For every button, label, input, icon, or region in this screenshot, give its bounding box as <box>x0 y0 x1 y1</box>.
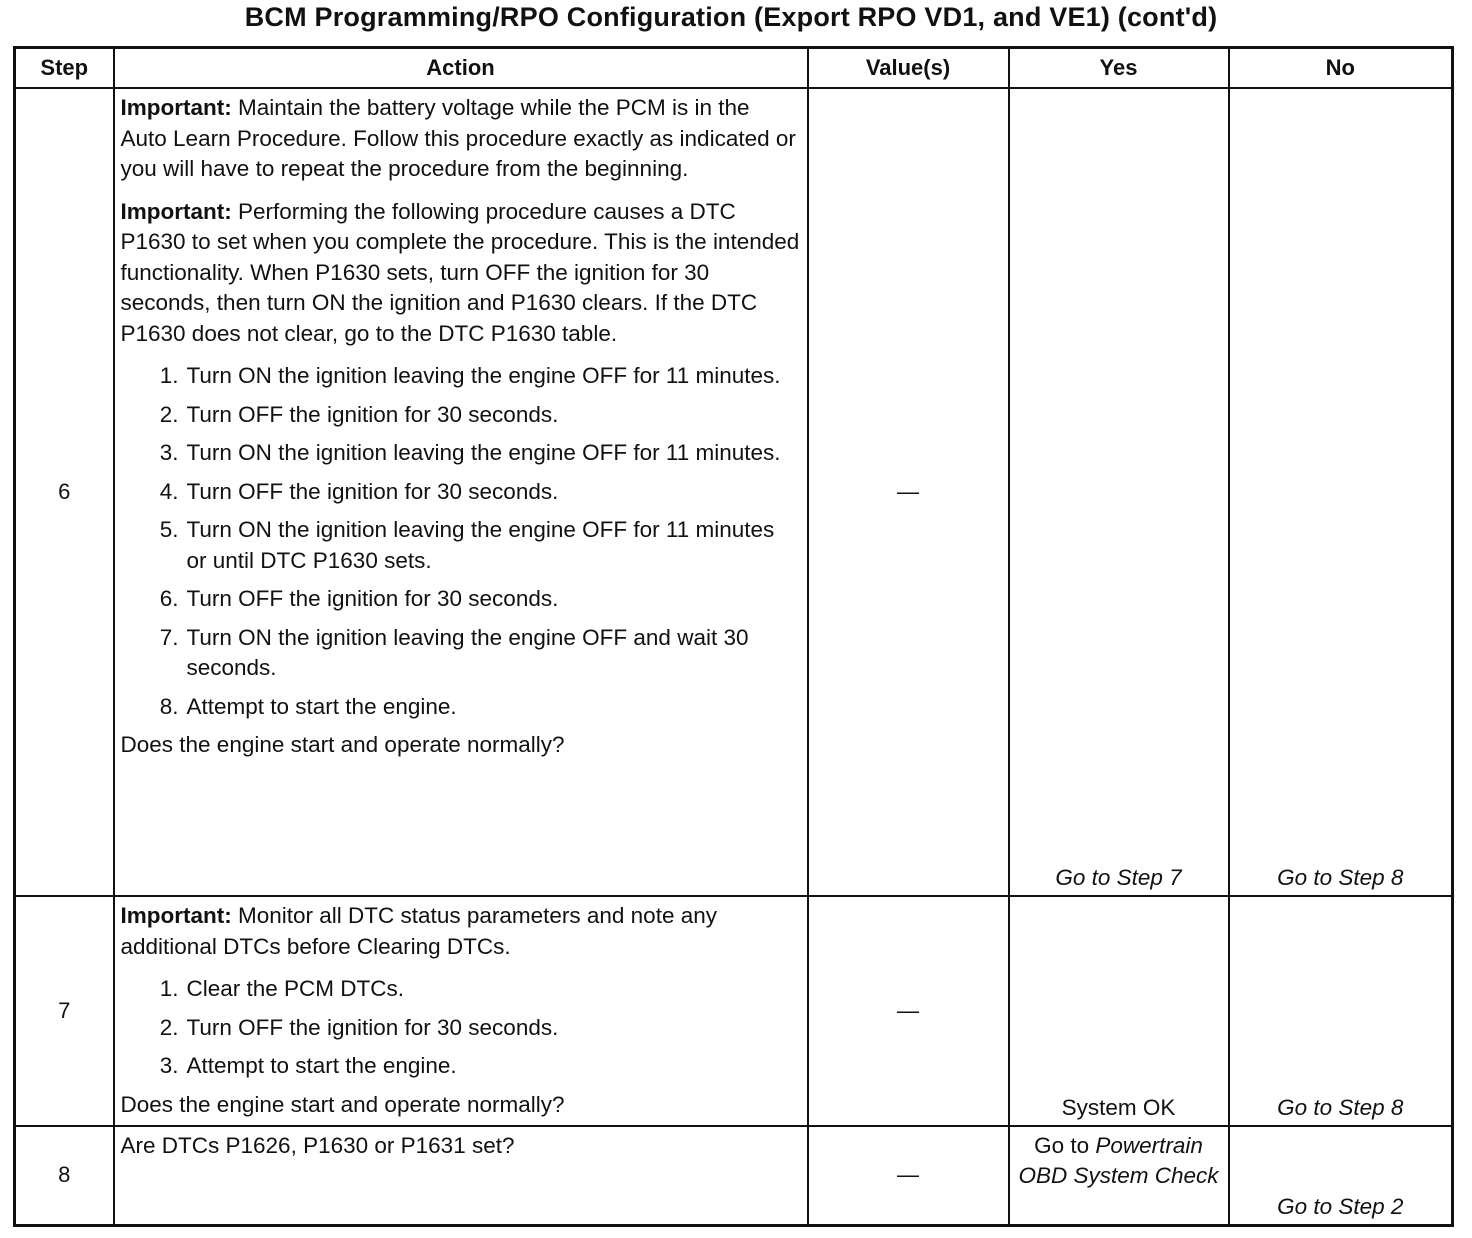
substep-number: 2. <box>159 1014 179 1040</box>
header-action: Action <box>114 48 808 89</box>
yes-cell: System OK <box>1009 896 1229 1126</box>
list-item <box>121 477 801 508</box>
list-item <box>121 400 801 431</box>
list-item <box>121 1051 801 1082</box>
step-number: 6 <box>15 88 114 896</box>
important-text: Maintain the battery voltage while the PCM is in the Auto Learn Procedure. Follow this procedure exactly as indicated or you will have to repeat the procedure from the beginning. <box>120 95 796 181</box>
important-note <box>121 901 801 962</box>
substep-list <box>121 974 801 1082</box>
substep-text: Turn ON the ignition leaving the engine OFF for 11 minutes. <box>186 440 781 465</box>
substep-number: 1. <box>159 976 179 1001</box>
no-cell <box>1229 1126 1453 1225</box>
substep-text: Attempt to start the engine. <box>186 693 457 719</box>
no-action: Go to Step 2 <box>1277 1193 1404 1219</box>
action-cell <box>114 896 808 1126</box>
list-item <box>121 623 801 684</box>
value-cell: — <box>808 896 1009 1126</box>
substep-text: Turn OFF the ignition for 30 seconds. <box>186 401 559 427</box>
action-cell <box>114 88 808 896</box>
yes-cell <box>1009 88 1229 896</box>
important-note <box>121 197 801 350</box>
substep-number: 8. <box>159 693 179 719</box>
table-row-step-6 <box>15 88 1453 896</box>
important-text: Monitor all DTC status parameters and note any additional DTCs before Clearing DTCs. <box>120 903 717 959</box>
step-number: 7 <box>15 896 114 1126</box>
substep-text: Clear the PCM DTCs. <box>186 976 405 1001</box>
substep-text: Turn OFF the ignition for 30 seconds. <box>186 586 559 611</box>
substep-number: 5. <box>159 517 179 542</box>
header-row <box>15 48 1453 89</box>
substep-number: 4. <box>159 478 179 504</box>
substep-number: 3. <box>159 440 179 465</box>
list-item <box>121 1013 801 1044</box>
list-item <box>121 974 801 1005</box>
substep-text: Turn OFF the ignition for 30 seconds. <box>186 1014 559 1040</box>
substep-number: 1. <box>159 363 179 388</box>
header-values: Value(s) <box>808 48 1009 89</box>
step-question: Does the engine start and operate normally? <box>120 1091 565 1117</box>
step-number: 8 <box>15 1126 114 1225</box>
substep-text: Turn ON the ignition leaving the engine OFF for 11 minutes. <box>186 363 781 388</box>
no-action: Go to Step 8 <box>1277 1095 1404 1120</box>
list-item <box>121 361 801 392</box>
substep-text: Attempt to start the engine. <box>186 1053 457 1078</box>
value-cell: — <box>808 88 1009 896</box>
important-label: Important: <box>120 198 232 224</box>
yes-cell <box>1009 1126 1229 1225</box>
yes-action: Go to Step 7 <box>1055 865 1182 890</box>
list-item <box>121 438 801 469</box>
substep-list <box>121 361 801 722</box>
substep-text: Turn ON the ignition leaving the engine OFF for 11 minutes or until DTC P1630 sets. <box>186 517 775 573</box>
page-title: BCM Programming/RPO Configuration (Export RPO VD1, and VE1) (cont'd) <box>244 2 1218 32</box>
substep-text: Turn OFF the ignition for 30 seconds. <box>186 478 559 504</box>
important-text: Performing the following procedure causes a DTC P1630 to set when you complete the procedure. This is the intended functionality. When P1630 sets, turn OFF the ignition for 30 seconds, then turn ON the ignition and P1630 clears. If the DTC P1630 does not clear, go to the DTC P1630 table. <box>120 198 800 346</box>
table-row-step-7 <box>15 896 1453 1126</box>
important-label: Important: <box>120 903 232 928</box>
important-note <box>121 93 801 185</box>
substep-text: Turn ON the ignition leaving the engine OFF and wait 30 seconds. <box>186 624 749 680</box>
list-item <box>121 584 801 615</box>
yes-prefix: Go to <box>1034 1133 1090 1158</box>
table-row-step-8 <box>15 1126 1453 1225</box>
header-step: Step <box>15 48 114 89</box>
step-question: Are DTCs P1626, P1630 or P1631 set? <box>120 1133 515 1158</box>
diagnostic-table <box>13 46 1454 1227</box>
substep-number: 3. <box>159 1053 179 1078</box>
value-cell: — <box>808 1126 1009 1225</box>
substep-number: 2. <box>159 401 179 427</box>
yes-action: Powertrain OBD System Check <box>1018 1133 1219 1188</box>
list-item <box>121 515 801 576</box>
step-question: Does the engine start and operate normally? <box>120 732 565 757</box>
header-yes: Yes <box>1009 48 1229 89</box>
action-cell <box>114 1126 808 1225</box>
substep-number: 6. <box>159 586 179 611</box>
header-no: No <box>1229 48 1453 89</box>
no-action: Go to Step 8 <box>1277 865 1404 890</box>
no-cell <box>1229 896 1453 1126</box>
list-item <box>121 692 801 723</box>
no-cell <box>1229 88 1453 896</box>
important-label: Important: <box>120 95 232 120</box>
substep-number: 7. <box>159 624 179 650</box>
